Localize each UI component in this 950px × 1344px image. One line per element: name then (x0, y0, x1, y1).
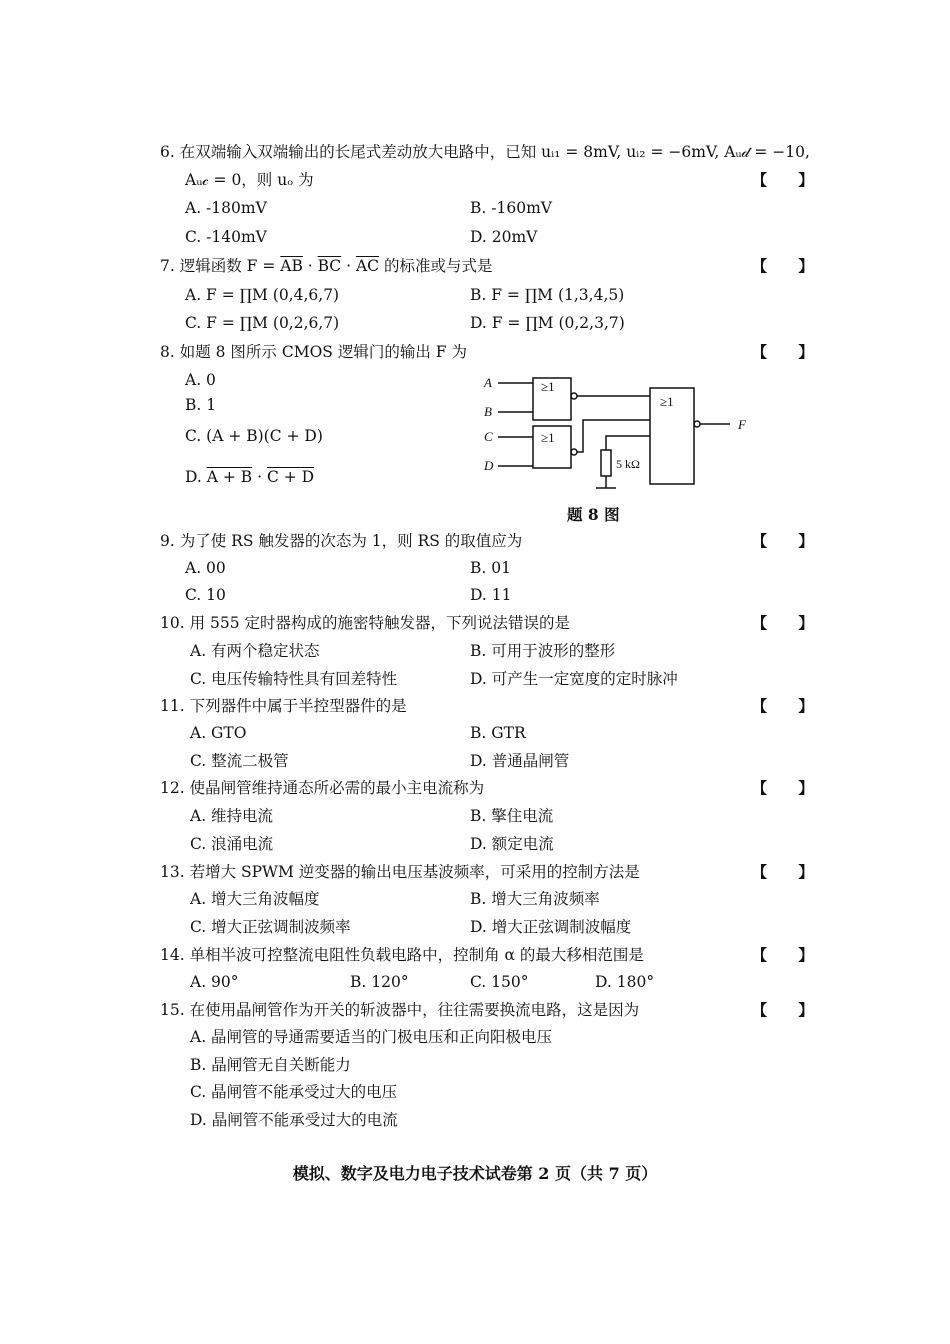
gate-3-label: ≥1 (660, 394, 674, 409)
q13-option-d: D. 增大正弦调制波幅度 (470, 918, 632, 936)
q7-option-c: C. F = ∏M (0,2,6,7) (185, 314, 340, 332)
q9-option-d: D. 11 (470, 586, 512, 604)
q7-stem-prefix: 7. 逻辑函数 F = (160, 257, 281, 275)
q14-option-c: C. 150° (470, 973, 529, 991)
q14-stem: 14. 单相半波可控整流电阻性负载电路中，控制角 α 的最大移相范围是 (160, 946, 644, 964)
cmos-logic-circuit-diagram (478, 368, 768, 498)
q13-stem: 13. 若增大 SPWM 逆变器的输出电压基波频率，可采用的控制方法是 (160, 863, 640, 881)
figure-8-caption: 题 8 图 (567, 505, 620, 524)
q9-stem: 9. 为了使 RS 触发器的次态为 1，则 RS 的取值应为 (160, 532, 523, 550)
inversion-bubble (694, 421, 700, 427)
q10-stem: 10. 用 555 定时器构成的施密特触发器，下列说法错误的是 (160, 614, 571, 632)
resistor-label: 5 kΩ (616, 457, 640, 471)
q7-term-ab: $\overline{AB}$ (280, 257, 303, 275)
q6-option-d: D. 20mV (470, 228, 538, 246)
q12-option-b: B. 擎住电流 (470, 807, 554, 825)
input-label-a: A (484, 375, 492, 390)
q10-option-a: A. 有两个稳定状态 (190, 642, 320, 660)
q8-option-c: C. (A + B)(C + D) (185, 427, 323, 445)
q9-option-b: B. 01 (470, 559, 511, 577)
q8-option-d-label: D. (185, 468, 207, 486)
q15-stem: 15. 在使用晶闸管作为开关的斩波器中，往往需要换流电路，这是因为 (160, 1001, 640, 1019)
q11-stem: 11. 下列器件中属于半控型器件的是 (160, 697, 407, 715)
q7-option-a: A. F = ∏M (0,4,6,7) (185, 286, 340, 304)
q6-stem: 6. 在双端输入双端输出的长尾式差动放大电路中，已知 uᵢ₁ = 8mV, uᵢ₂ = −6mV, Aᵤ𝒹 = −10, (160, 143, 810, 161)
answer-bracket: 【 】 (752, 697, 814, 715)
q7-term-bc: $\overline{BC}$ (317, 257, 342, 275)
q7-option-d: D. F = ∏M (0,2,3,7) (470, 314, 625, 332)
answer-bracket: 【 】 (752, 257, 814, 275)
answer-bracket: 【 】 (752, 171, 814, 189)
q8-dot: · (252, 468, 267, 486)
q9-option-c: C. 10 (185, 586, 226, 604)
answer-bracket: 【 】 (752, 343, 814, 361)
q14-option-a: A. 90° (190, 973, 239, 991)
page-footer: 模拟、数字及电力电子技术试卷第 2 页（共 7 页） (292, 1164, 658, 1183)
q8-option-d (185, 467, 314, 487)
output-label-f: F (738, 417, 746, 432)
q13-option-c: C. 增大正弦调制波频率 (190, 918, 351, 936)
q12-stem: 12. 使晶闸管维持通态所必需的最小主电流称为 (160, 779, 485, 797)
input-label-b: B (484, 404, 492, 419)
q8-term-ab: A + B (206, 468, 253, 486)
q6-option-a: A. -180mV (185, 199, 267, 217)
q12-option-a: A. 维持电流 (190, 807, 274, 825)
q12-option-c: C. 浪涌电流 (190, 835, 274, 853)
q15-option-c: C. 晶闸管不能承受过大的电压 (190, 1083, 398, 1101)
q15-option-b: B. 晶闸管无自关断能力 (190, 1056, 351, 1074)
answer-bracket: 【 】 (752, 863, 814, 881)
gate-1-label: ≥1 (541, 379, 555, 394)
q10-option-d: D. 可产生一定宽度的定时脉冲 (470, 670, 678, 688)
q12-option-d: D. 额定电流 (470, 835, 554, 853)
q8-option-b: B. 1 (185, 396, 217, 414)
q7-dot: · (341, 257, 356, 275)
q9-option-a: A. 00 (185, 559, 226, 577)
q8-option-a: A. 0 (185, 371, 216, 389)
q10-option-c: C. 电压传输特性具有回差特性 (190, 670, 398, 688)
q15-option-a: A. 晶闸管的导通需要适当的门极电压和正向阳极电压 (190, 1028, 553, 1046)
q10-option-b: B. 可用于波形的整形 (470, 642, 616, 660)
input-label-d: D (484, 458, 494, 473)
q8-stem: 8. 如题 8 图所示 CMOS 逻辑门的输出 F 为 (160, 343, 467, 361)
answer-bracket: 【 】 (752, 946, 814, 964)
q6-option-c: C. -140mV (185, 228, 267, 246)
q8-term-cd: C + D (266, 468, 315, 486)
q11-option-b: B. GTR (470, 724, 526, 742)
q11-option-a: A. GTO (190, 724, 247, 742)
resistor-5k (601, 450, 611, 476)
q7-term-ac: $\overline{AC}$ (355, 257, 380, 275)
q11-option-c: C. 整流二极管 (190, 752, 289, 770)
q7-dot: · (302, 257, 318, 275)
q13-option-a: A. 增大三角波幅度 (190, 890, 320, 908)
gate-2-label: ≥1 (541, 430, 555, 445)
input-label-c: C (484, 429, 493, 444)
q7-stem-suffix: 的标准或与式是 (379, 257, 493, 275)
q14-option-b: B. 120° (350, 973, 409, 991)
q7-option-b: B. F = ∏M (1,3,4,5) (470, 286, 625, 304)
answer-bracket: 【 】 (752, 779, 814, 797)
inversion-bubble (571, 393, 577, 399)
q14-option-d: D. 180° (595, 973, 655, 991)
q6-option-b: B. -160mV (470, 199, 552, 217)
inversion-bubble (571, 449, 577, 455)
q13-option-b: B. 增大三角波频率 (470, 890, 600, 908)
q15-option-d: D. 晶闸管不能承受过大的电流 (190, 1111, 398, 1129)
answer-bracket: 【 】 (752, 532, 814, 550)
q6-stem-continued: Aᵤ𝒸 = 0，则 uₒ 为 (185, 171, 314, 189)
q7-stem (160, 256, 492, 276)
answer-bracket: 【 】 (752, 614, 814, 632)
q11-option-d: D. 普通晶闸管 (470, 752, 570, 770)
answer-bracket: 【 】 (752, 1001, 814, 1019)
